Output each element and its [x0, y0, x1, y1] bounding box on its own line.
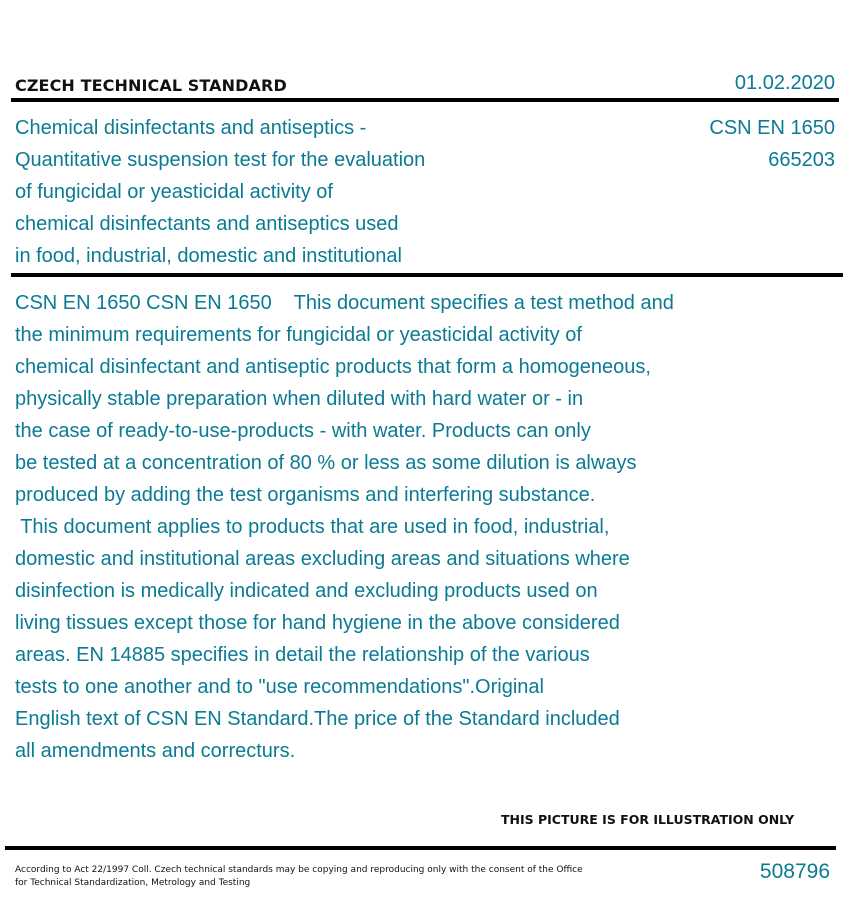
description-line: the minimum requirements for fungicidal or yeasticidal activity of	[15, 324, 582, 346]
description-line: be tested at a concentration of 80 % or less as some dilution is always	[15, 452, 637, 474]
title-line: chemical disinfectants and antiseptics used	[15, 213, 399, 235]
description-line: CSN EN 1650 CSN EN 1650 This document specifies a test method and	[15, 292, 674, 314]
description-line: chemical disinfectant and antiseptic products that form a homogeneous,	[15, 356, 651, 378]
description-line: English text of CSN EN Standard.The price of the Standard included	[15, 708, 620, 730]
title-line: Chemical disinfectants and antiseptics -	[15, 117, 367, 139]
description-line: domestic and institutional areas excluding areas and situations where	[15, 548, 630, 570]
header-divider	[11, 98, 839, 102]
description-line: produced by adding the test organisms and interfering substance.	[15, 484, 596, 506]
legal-notice-line: According to Act 22/1997 Coll. Czech technical standards may be copying and reproducing only with the consent of the Office	[15, 865, 583, 875]
description-line: tests to one another and to "use recommendations".Original	[15, 676, 544, 698]
illustration-disclaimer: THIS PICTURE IS FOR ILLUSTRATION ONLY	[501, 812, 795, 827]
title-line: Quantitative suspension test for the evaluation	[15, 149, 426, 171]
standard-code: CSN EN 1650	[709, 117, 835, 139]
title-line: of fungicidal or yeasticidal activity of	[15, 181, 333, 203]
title-line: in food, industrial, domestic and institutional	[15, 245, 402, 267]
description-line: all amendments and correcturs.	[15, 740, 296, 762]
description-line: This document applies to products that are used in food, industrial,	[15, 516, 610, 538]
title-divider	[11, 273, 843, 277]
publication-date: 01.02.2020	[734, 72, 835, 94]
catalog-number: 508796	[759, 860, 830, 883]
description-line: living tissues except those for hand hygiene in the above considered	[15, 612, 620, 634]
standard-codes	[709, 112, 835, 176]
standard-description	[15, 287, 835, 767]
class-number: 665203	[768, 149, 835, 171]
description-line: the case of ready-to-use-products - with water. Products can only	[15, 420, 591, 442]
description-line: disinfection is medically indicated and excluding products used on	[15, 580, 598, 602]
footer-divider	[5, 846, 836, 850]
legal-notice	[15, 864, 583, 890]
standard-type-heading: CZECH TECHNICAL STANDARD	[15, 76, 287, 95]
description-line: physically stable preparation when diluted with hard water or - in	[15, 388, 584, 410]
description-line: areas. EN 14885 specifies in detail the relationship of the various	[15, 644, 590, 666]
standard-title	[15, 112, 615, 272]
legal-notice-line: for Technical Standardization, Metrology and Testing	[15, 878, 251, 888]
